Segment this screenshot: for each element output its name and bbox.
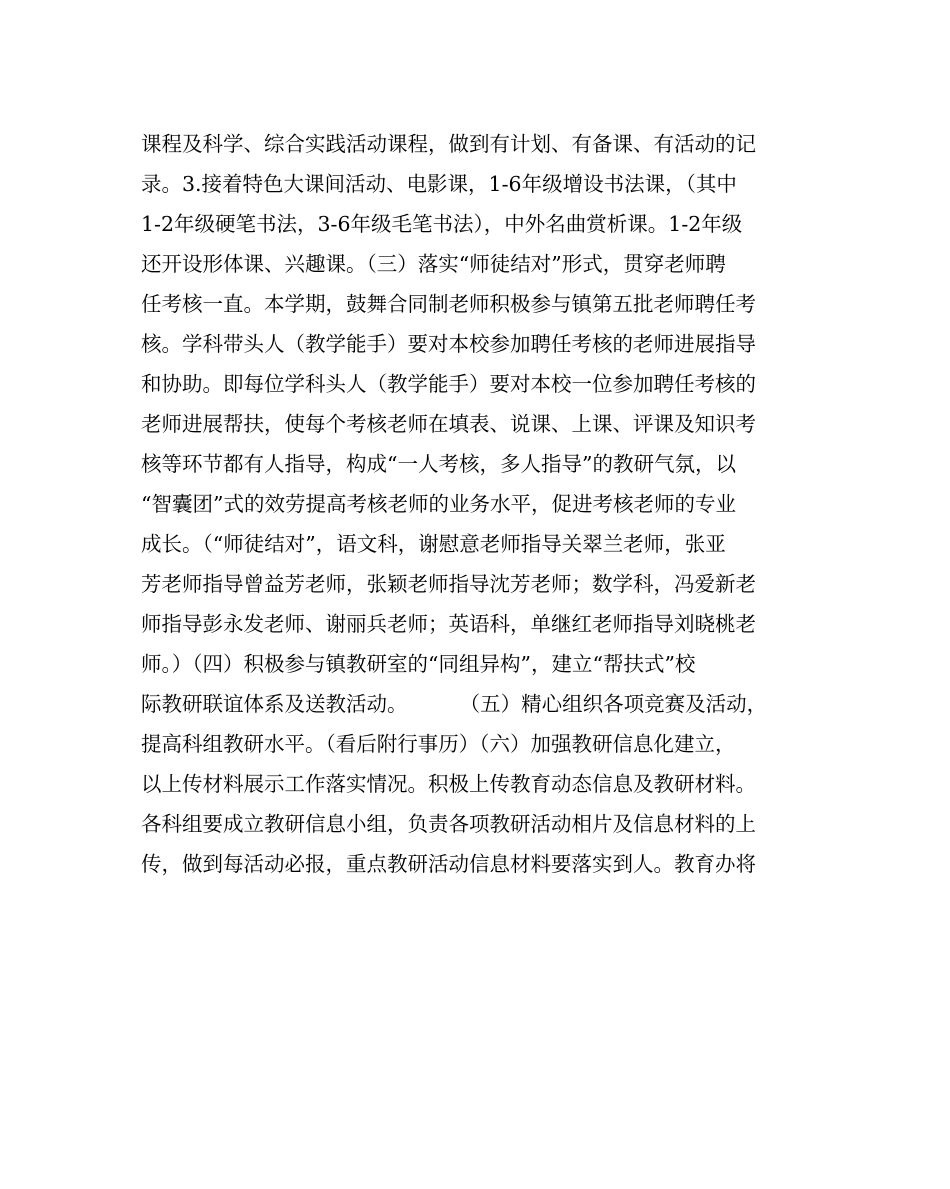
text-line: 还开设形体课、兴趣课。（三）落实“师徒结对”形式，贯穿老师聘 bbox=[141, 252, 726, 276]
text-line: 核。学科带头人（教学能手）要对本校参加聘任考核的老师进展指导 bbox=[141, 332, 756, 356]
text-line: 老师进展帮扶，使每个考核老师在填表、说课、上课、评课及知识考 bbox=[141, 412, 756, 436]
text-line: “智囊团”式的效劳提高考核老师的业务水平，促进考核老师的专业 bbox=[141, 492, 736, 516]
text-line: 核等环节都有人指导，构成“一人考核，多人指导”的教研气氛，以 bbox=[141, 452, 736, 476]
text-line: 师指导彭永发老师、谢丽兵老师；英语科，单继红老师指导刘晓桃老 bbox=[141, 612, 756, 636]
text-line: 传，做到每活动必报，重点教研活动信息材料要落实到人。教育办将 bbox=[141, 852, 756, 876]
text-line: 1-2年级硬笔书法，3-6年级毛笔书法），中外名曲赏析课。1-2年级 bbox=[141, 212, 743, 236]
text-line: 际教研联谊体系及送教活动。 （五）精心组织各项竞赛及活动， bbox=[141, 692, 768, 716]
body-text bbox=[141, 124, 821, 884]
text-line: 录。3.接着特色大课间活动、电影课，1-6年级增设书法课，（其中 bbox=[141, 172, 737, 196]
text-line: 课程及科学、综合实践活动课程，做到有计划、有备课、有活动的记 bbox=[141, 132, 756, 156]
text-line: 任考核一直。本学期，鼓舞合同制老师积极参与镇第五批老师聘任考 bbox=[141, 292, 756, 316]
text-line: 各科组要成立教研信息小组，负责各项教研活动相片及信息材料的上 bbox=[141, 812, 756, 836]
text-line: 成长。（“师徒结对”，语文科，谢慰意老师指导关翠兰老师，张亚 bbox=[141, 532, 726, 556]
text-line: 以上传材料展示工作落实情况。积极上传教育动态信息及教研材料。 bbox=[141, 772, 756, 796]
text-line: 和协助。即每位学科头人（教学能手）要对本校一位参加聘任考核的 bbox=[141, 372, 756, 396]
text-line: 提高科组教研水平。（看后附行事历）（六）加强教研信息化建立， bbox=[141, 732, 736, 756]
text-line: 芳老师指导曾益芳老师，张颖老师指导沈芳老师；数学科，冯爱新老 bbox=[141, 572, 756, 596]
text-line: 师。）（四）积极参与镇教研室的“同组异构”，建立“帮扶式”校 bbox=[141, 652, 696, 676]
